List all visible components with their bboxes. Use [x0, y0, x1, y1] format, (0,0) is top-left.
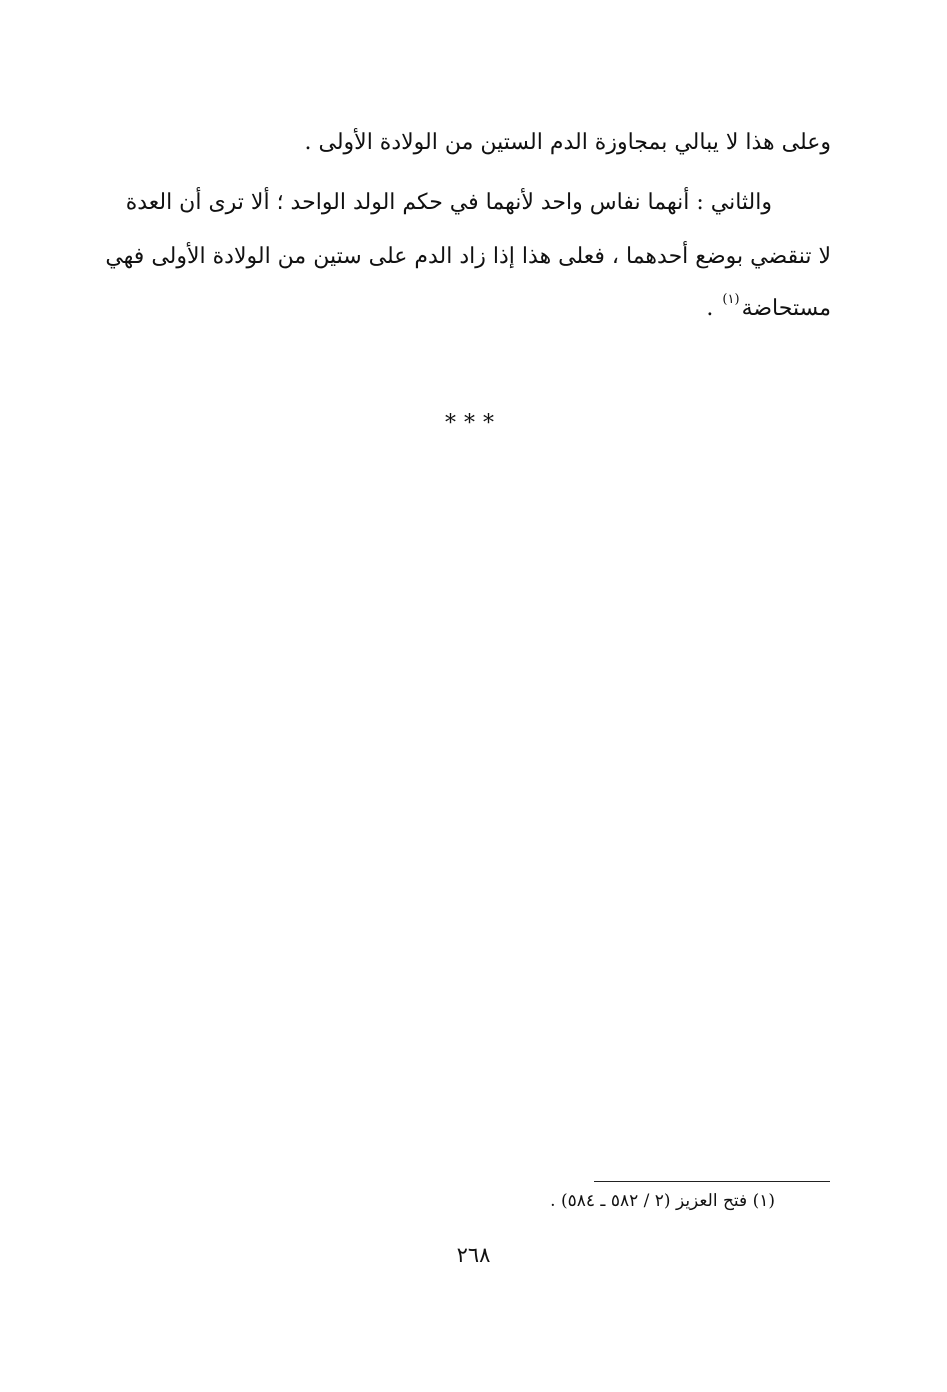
footnote-reference[interactable]: (١) — [722, 292, 740, 307]
footnote: (١) فتح العزيز (٢ / ٥٨٢ ـ ٥٨٤) . — [550, 1191, 775, 1211]
body-line-1: وعلى هذا لا يبالي بمجاوزة الدم الستين من الولادة الأولى . — [304, 130, 831, 155]
body-line-4 — [706, 294, 831, 327]
footnote-divider — [594, 1181, 830, 1182]
body-line-3: لا تنقضي بوضع أحدهما ، فعلى هذا إذا زاد الدم على ستين من الولادة الأولى فهي — [105, 244, 831, 269]
section-separator: *** — [445, 411, 502, 436]
page-number: ٢٦٨ — [456, 1243, 491, 1267]
body-line-2: والثاني : أنهما نفاس واحد لأنهما في حكم الولد الواحد ؛ ألا ترى أن العدة — [125, 190, 772, 215]
body-line-4-end: . — [706, 296, 714, 321]
body-line-4-text: مستحاضة — [741, 296, 831, 321]
